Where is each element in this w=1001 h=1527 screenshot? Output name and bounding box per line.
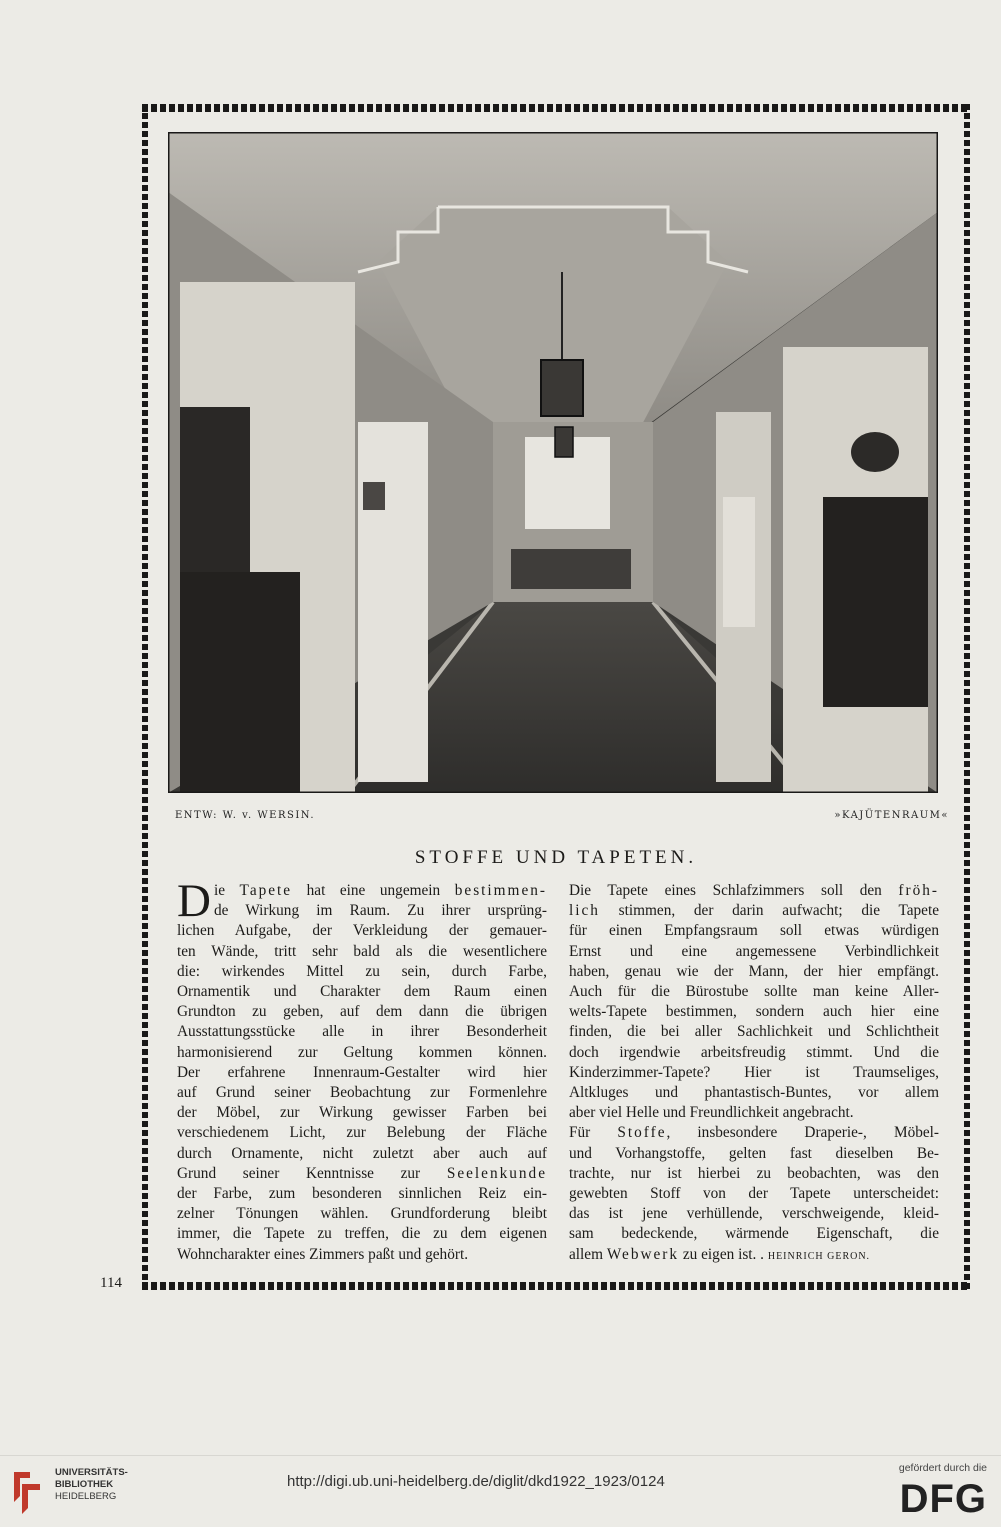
text-line (569, 982, 939, 1002)
text-line (569, 1022, 939, 1042)
library-name (55, 1467, 128, 1503)
text-line (177, 1002, 547, 1022)
text-line (569, 921, 939, 941)
border-right (964, 104, 970, 1290)
line-text: zelner Tönungen wählen. Grundforderung bleibt (177, 1205, 547, 1223)
spaced-emphasis: bestimmen- (454, 882, 547, 899)
spaced-emphasis: Stoffe (617, 1124, 667, 1142)
dfg-logo: DFG (899, 1477, 987, 1521)
interior-photograph (168, 132, 938, 793)
corridor-illustration (168, 132, 938, 793)
text-line (569, 1184, 939, 1204)
line-text: das ist jene verhüllende, verschweigende, kleid- (569, 1205, 939, 1223)
line-text: Für (569, 1124, 618, 1142)
line-text: trachte, nur ist hierbei zu beobachten, was den (569, 1164, 939, 1182)
line-text: allem (569, 1245, 607, 1263)
line-text: Ernst und eine angemessene Verbindlichkeit (569, 942, 939, 960)
line-text: ie (213, 882, 240, 899)
text-line (569, 1123, 939, 1143)
article-column-left (177, 875, 547, 1265)
text-line (177, 1123, 547, 1143)
text-line (177, 901, 547, 921)
line-text: Die Tapete eines Schlafzimmers soll den (569, 882, 899, 899)
text-line (569, 1144, 939, 1164)
line-text: zu eigen ist. . (679, 1245, 768, 1263)
line-text: der Möbel, zur Wirkung gewisser Farben bei (177, 1104, 547, 1122)
text-line (177, 982, 547, 1002)
text-line (569, 881, 939, 901)
text-line (569, 1043, 939, 1063)
line-text: gewebten Stoff von der Tapete unterscheidet: (569, 1185, 939, 1203)
text-line (177, 921, 547, 941)
line-text: Kinderzimmer-Tapete? Hier ist Traumseliges, (569, 1063, 939, 1081)
text-line (177, 962, 547, 982)
author-name: HEINRICH GERON. (767, 1250, 871, 1262)
line-text: Grund seiner Kenntnisse zur (177, 1164, 447, 1182)
line-text: Ornamentik und Charakter dem Raum einen (177, 983, 547, 1001)
text-line (177, 1164, 547, 1184)
funding-label: gefördert durch die (898, 1462, 987, 1474)
digitization-footer (0, 1455, 1001, 1527)
text-line (569, 1245, 939, 1267)
spaced-emphasis: lich (569, 902, 600, 920)
line-text: für einen Empfangsraum soll etwas würdigen (569, 922, 939, 940)
text-line (177, 1063, 547, 1083)
line-text: Altkluges und phantastisch-Buntes, vor allem (569, 1084, 939, 1102)
line-text: auf Grund seiner Beobachtung zur Formenlehre (177, 1084, 547, 1102)
line-text: doch irgendwie arbeitsfreudig stimmt. Und die (569, 1043, 939, 1061)
line-text: stimmen, der darin aufwacht; die Tapete (599, 902, 939, 920)
line-text: sam bedeckende, wärmende Eigenschaft, die (569, 1225, 939, 1243)
text-line (177, 1022, 547, 1042)
line-text: haben, genau wie der Mann, der hier empfängt. (569, 962, 939, 980)
line-text: Auch für die Bürostube sollte man keine Aller- (569, 983, 939, 1001)
spaced-emphasis: Tapete (239, 882, 293, 899)
line-text: Grundton zu geben, auf dem dann die übrigen (177, 1003, 547, 1021)
line-text: verschiedenem Licht, zur Belebung der Fläche (177, 1124, 547, 1142)
text-line (569, 1204, 939, 1224)
text-line (177, 1245, 547, 1265)
line-text: ten Wände, tritt sehr bald als die wesentlichere (177, 942, 547, 960)
line-text: der Farbe, zum besonderen sinnlichen Reiz ein- (177, 1185, 547, 1203)
text-line (569, 1224, 939, 1244)
text-line (177, 1103, 547, 1123)
line-text: , insbesondere Draperie-, Möbel- (666, 1124, 939, 1142)
caption-room-title: »KAJÜTENRAUM« (834, 810, 949, 821)
line-text: die: wirkendes Mittel zu sein, durch Farbe, (177, 962, 547, 980)
border-left (142, 104, 148, 1290)
library-line-3: HEIDELBERG (55, 1491, 117, 1502)
text-line (569, 901, 939, 921)
line-text: hat eine ungemein (292, 882, 455, 899)
text-line (177, 1184, 547, 1204)
line-text: harmonisierend zur Geltung kommen können. (177, 1043, 547, 1061)
spaced-emphasis: fröh- (898, 882, 939, 899)
line-text: welts-Tapete bestimmen, sondern auch hier eine (569, 1003, 939, 1021)
text-line (177, 1144, 547, 1164)
line-text: durch Ornamente, nicht zuletzt aber auch auf (177, 1144, 547, 1162)
text-line (569, 962, 939, 982)
border-bottom (142, 1282, 970, 1290)
text-line (177, 1204, 547, 1224)
text-line (177, 942, 547, 962)
line-text: finden, die bei aller Sachlichkeit und Schlichtheit (569, 1023, 939, 1041)
text-line (569, 942, 939, 962)
line-text: Wohncharakter eines Zimmers paßt und gehört. (177, 1245, 469, 1263)
text-line (569, 1083, 939, 1103)
text-line (569, 1164, 939, 1184)
line-text: immer, die Tapete zu treffen, die zu dem eigenen (177, 1225, 547, 1243)
line-text: und Vorhangstoffe, gelten fast dieselben Be- (569, 1144, 939, 1162)
spaced-emphasis: Seelenkunde (446, 1164, 547, 1182)
line-text: Der erfahrene Innenraum-Gestalter wird hier (177, 1063, 547, 1081)
article-column-right (569, 881, 939, 1267)
text-line (177, 1043, 547, 1063)
caption-designer: ENTW: W. v. WERSIN. (175, 810, 316, 821)
drop-cap: D (177, 875, 211, 927)
line-text: Ausstattungsstücke alle in ihrer Besonderheit (177, 1023, 547, 1041)
library-line-2: BIBLIOTHEK (55, 1479, 114, 1490)
border-top (142, 104, 970, 112)
text-line (569, 1002, 939, 1022)
page-number: 114 (100, 1275, 122, 1291)
text-line (177, 1224, 547, 1244)
text-line (569, 1103, 939, 1123)
line-text: lichen Aufgabe, der Verkleidung der gemauer- (177, 922, 547, 940)
library-line-1: UNIVERSITÄTS- (55, 1467, 128, 1478)
university-library-logo-icon (10, 1466, 48, 1516)
spaced-emphasis: Webwerk (606, 1245, 680, 1263)
source-url-link[interactable]: http://digi.ub.uni-heidelberg.de/diglit/dkd1922_1923/0124 (287, 1473, 665, 1490)
text-line (569, 1063, 939, 1083)
line-text: aber viel Helle und Freundlichkeit angebracht. (569, 1104, 854, 1122)
article-title: STOFFE UND TAPETEN. (414, 847, 698, 868)
line-text: de Wirkung im Raum. Zu ihrer ursprüng- (213, 902, 547, 920)
text-line (177, 1083, 547, 1103)
